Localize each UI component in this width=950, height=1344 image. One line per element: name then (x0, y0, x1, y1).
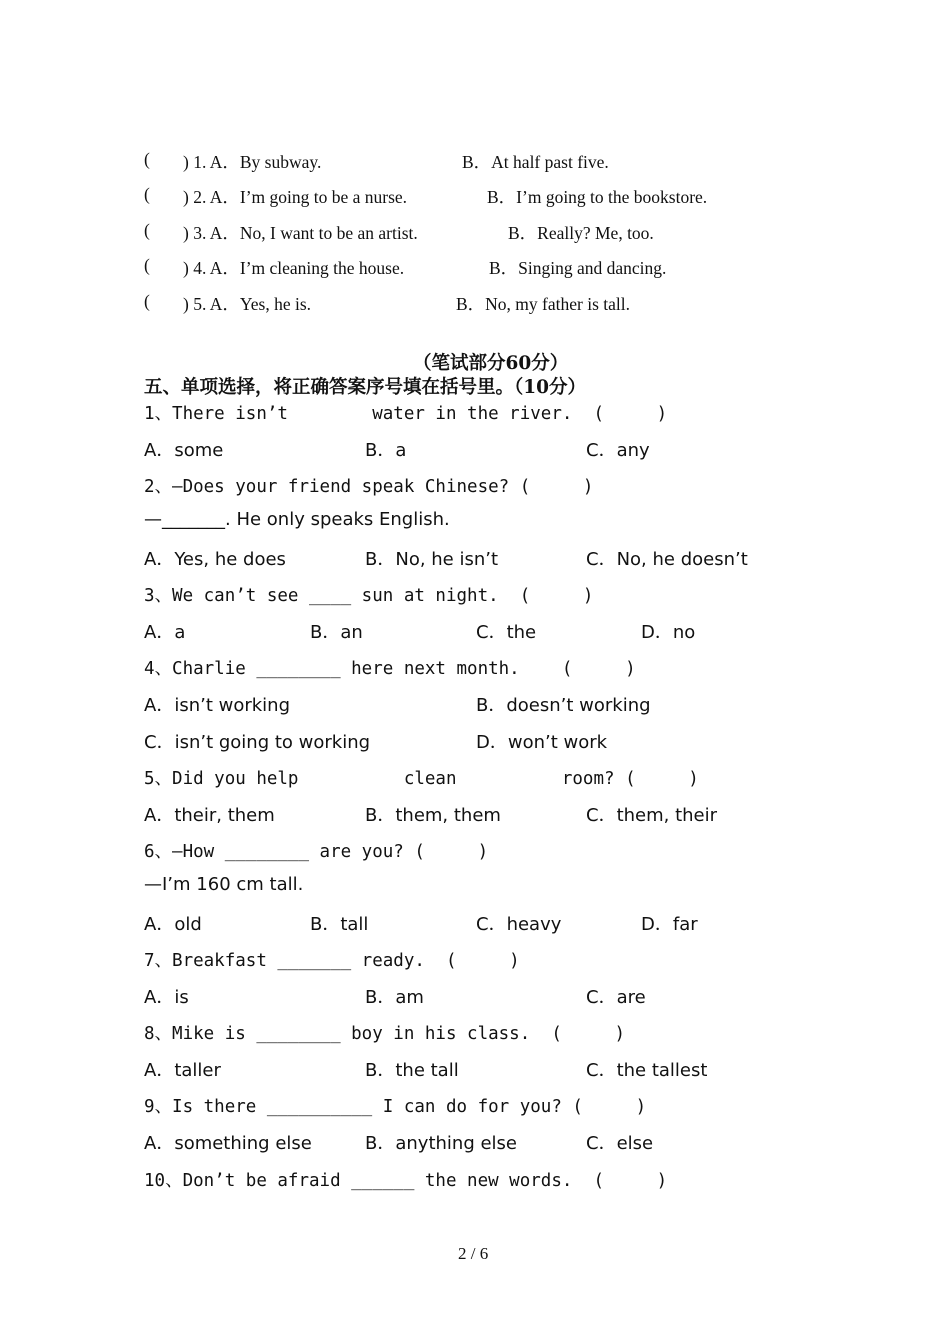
q1-option-c: C．any (586, 440, 650, 461)
option-b: B．I’m going to the bookstore. (487, 187, 708, 207)
option-b: B．At half past five. (462, 152, 609, 172)
q3-option-b: B．an (310, 622, 363, 643)
q6-option-c: C．heavy (476, 914, 562, 935)
option-a: ) 2. A．I’m going to be a nurse. (183, 187, 408, 207)
q7-option-b: B．am (365, 987, 424, 1008)
q8-option-a: A．taller (144, 1060, 221, 1081)
q2-option-a: A．Yes, he does (144, 549, 286, 570)
written-part-title: （笔试部分60分） (413, 353, 569, 374)
q6-option-a: A．old (144, 914, 202, 935)
option-a: ) 5. A．Yes, he is. (183, 294, 312, 314)
q7-option-a: A．is (144, 987, 189, 1008)
q1-option-b: B．a (365, 440, 407, 461)
question-10: 10、Don’t be afraid ______ the new words. ( ) (144, 1171, 668, 1191)
answer-paren-open: ( (144, 291, 150, 311)
q4-option-b: B．doesn’t working (476, 695, 651, 716)
q5-option-a: A．their, them (144, 805, 275, 826)
q9-option-c: C．else (586, 1133, 654, 1154)
q3-option-a: A．a (144, 622, 186, 643)
q2-option-c: C．No, he doesn’t (586, 549, 748, 570)
q3-option-d: D．no (641, 622, 696, 643)
q1-option-a: A．some (144, 440, 224, 461)
question-8: 8、Mike is ________ boy in his class. ( ) (144, 1024, 626, 1044)
option-a: ) 3. A．No, I want to be an artist. (183, 223, 418, 243)
section-title: 五、单项选择，将正确答案序号填在括号里。（10分） (144, 377, 586, 398)
question-5: 5、Did you help clean room? ( ) (144, 769, 699, 789)
question-4: 4、Charlie ________ here next month. ( ) (144, 659, 636, 679)
q6-option-d: D．far (641, 914, 698, 935)
question-1: 1、There isn’t water in the river. ( ) (144, 404, 668, 424)
q2-dialog: —_______. He only speaks English. (144, 509, 450, 530)
option-b: B．Really? Me, too. (508, 223, 654, 243)
answer-paren-open: ( (144, 184, 150, 204)
q5-option-b: B．them, them (365, 805, 501, 826)
question-6: 6、—How ________ are you? ( ) (144, 842, 489, 862)
q8-option-c: C．the tallest (586, 1060, 708, 1081)
q6-option-b: B．tall (310, 914, 369, 935)
q5-option-c: C．them, their (586, 805, 718, 826)
q8-option-b: B．the tall (365, 1060, 459, 1081)
page-number: 2 / 6 (458, 1244, 489, 1263)
q9-option-a: A．something else (144, 1133, 312, 1154)
q6-dialog: —I’m 160 cm tall. (144, 874, 304, 895)
question-2: 2、—Does your friend speak Chinese? ( ) (144, 477, 594, 497)
q3-option-c: C．the (476, 622, 537, 643)
option-b: B．No, my father is tall. (456, 294, 631, 314)
option-a: ) 4. A．I’m cleaning the house. (183, 258, 405, 278)
q2-option-b: B．No, he isn’t (365, 549, 499, 570)
answer-paren-open: ( (144, 149, 150, 169)
q4-option-d: D．won’t work (476, 732, 608, 753)
question-7: 7、Breakfast _______ ready. ( ) (144, 951, 520, 971)
option-b: B．Singing and dancing. (489, 258, 667, 278)
q7-option-c: C．are (586, 987, 646, 1008)
answer-paren-open: ( (144, 220, 150, 240)
option-a: ) 1. A．By subway. (183, 152, 322, 172)
question-9: 9、Is there __________ I can do for you? ( ) (144, 1097, 647, 1117)
question-3: 3、We can’t see ____ sun at night. ( ) (144, 586, 594, 606)
q9-option-b: B．anything else (365, 1133, 517, 1154)
answer-paren-open: ( (144, 255, 150, 275)
q4-option-a: A．isn’t working (144, 695, 290, 716)
q4-option-c: C．isn’t going to working (144, 732, 371, 753)
